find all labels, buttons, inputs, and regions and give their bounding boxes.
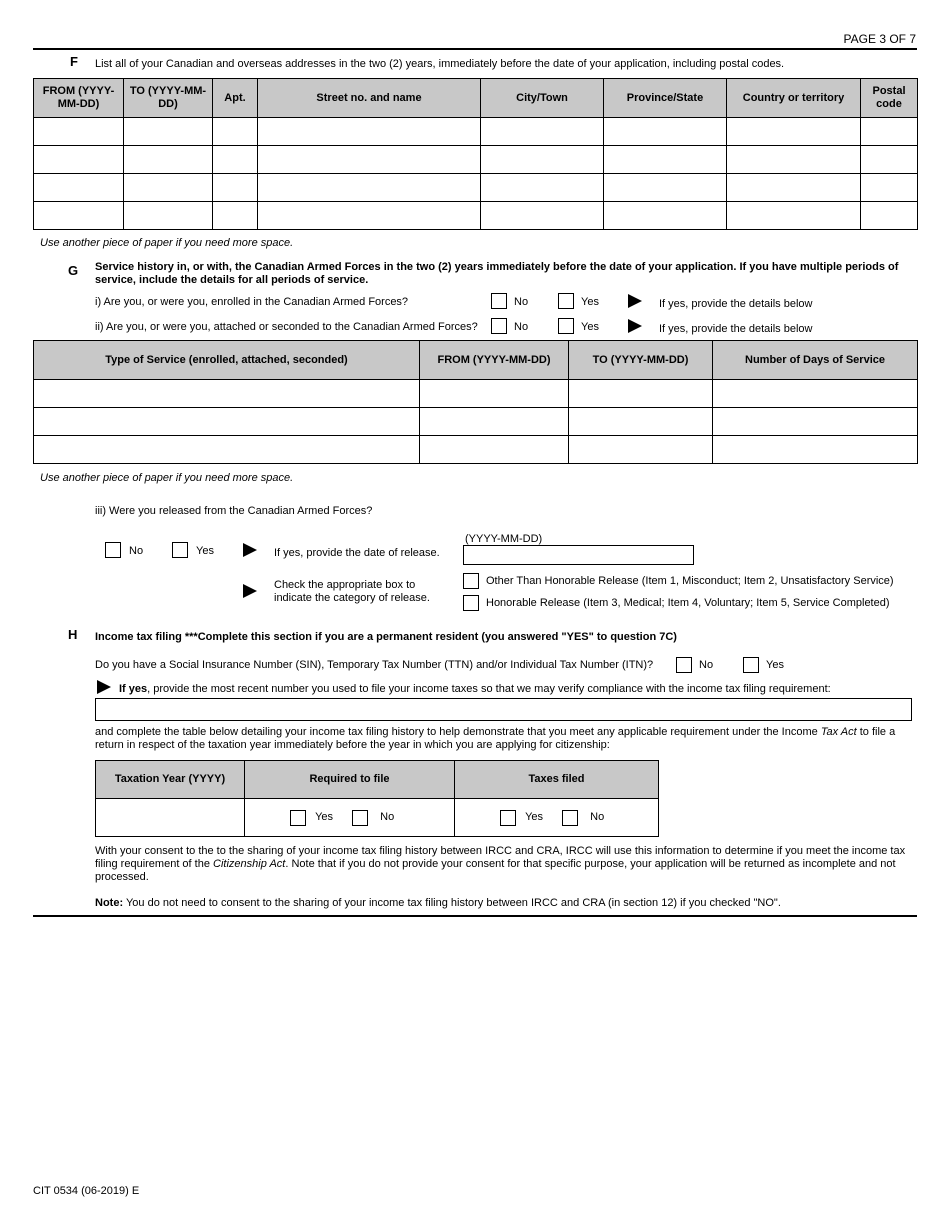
col-taxation-year: Taxation Year (YYYY) [96,761,245,799]
released-yes-label: Yes [196,545,214,557]
attached-yes-checkbox[interactable] [558,318,574,334]
section-h-title: Income tax filing ***Complete this section if you are a permanent resident (you answered "YES" to question 7C) [95,631,677,643]
col-province: Province/State [604,79,727,118]
honorable-label: Honorable Release (Item 3, Medical; Item 4, Voluntary; Item 5, Service Completed) [486,597,890,609]
table-row [34,408,918,436]
section-h-letter: H [68,627,78,642]
other-than-honorable-label: Other Than Honorable Release (Item 1, Misconduct; Item 2, Unsatisfactory Service) [486,575,894,587]
top-rule [33,48,917,50]
attached-yes-label: Yes [581,321,599,333]
enrolled-yes-label: Yes [581,296,599,308]
table-row [34,174,918,202]
page-number: PAGE 3 OF 7 [843,32,916,46]
if-yes-instruction: If yes, provide the most recent number you used to file your income taxes so that we may verify compliance with the income tax filing requirement: [119,683,831,695]
col-service-from: FROM (YYYY-MM-DD) [420,341,569,380]
filed-no-checkbox[interactable] [562,810,578,826]
col-from: FROM (YYYY-MM-DD) [34,79,124,118]
table-row [34,436,918,464]
question-enrolled: i) Are you, or were you, enrolled in the Canadian Armed Forces? [95,296,409,308]
required-yes-checkbox[interactable] [290,810,306,826]
arrow-icon [243,543,257,557]
section-g-letter: G [68,263,79,278]
col-service-to: TO (YYYY-MM-DD) [569,341,713,380]
required-no-label: No [380,811,395,824]
enrolled-no-checkbox[interactable] [491,293,507,309]
attached-details-hint: If yes, provide the details below [659,323,813,335]
arrow-icon [243,584,257,598]
table-row [34,146,918,174]
col-taxes-filed: Taxes filed [455,761,659,799]
other-than-honorable-checkbox[interactable] [463,573,479,589]
release-date-format: (YYYY-MM-DD) [465,533,543,545]
sin-no-label: No [699,659,714,671]
tax-filing-table [95,760,659,837]
honorable-checkbox[interactable] [463,595,479,611]
taxes-filed-cell [455,799,659,837]
filed-yes-checkbox[interactable] [500,810,516,826]
sin-no-checkbox[interactable] [676,657,692,673]
required-yes-label: Yes [315,811,334,824]
category-prompt-line2: indicate the category of release. [274,592,430,604]
col-to: TO (YYYY-MM-DD) [124,79,213,118]
enrolled-yes-checkbox[interactable] [558,293,574,309]
filed-no-label: No [590,811,605,824]
enrolled-no-label: No [514,296,529,308]
col-days-of-service: Number of Days of Service [713,341,918,380]
col-street: Street no. and name [258,79,481,118]
section-g-note: Use another piece of paper if you need more space. [40,472,294,484]
arrow-icon [628,294,642,308]
section-f-note: Use another piece of paper if you need more space. [40,237,294,249]
section-f-letter: F [70,54,78,69]
col-city: City/Town [481,79,604,118]
consent-paragraph: With your consent to the to the sharing of your income tax filing history between IRCC and CRA, IRCC will use this information to determine if you meet the income tax filing requirement of the Citizenship Act. Note that if you do not provide your consent for that specific purpose, your application will be returned as incomplete and not processed. [95,845,906,883]
form-id: CIT 0534 (06-2019) E [33,1185,140,1197]
arrow-icon [97,680,111,694]
attached-no-label: No [514,321,529,333]
col-apt: Apt. [213,79,258,118]
sin-yes-label: Yes [766,659,784,671]
released-yes-checkbox[interactable] [172,542,188,558]
table-row [96,799,659,837]
category-prompt-line1: Check the appropriate box to [274,579,416,591]
address-table [33,78,918,230]
release-date-input[interactable] [463,545,694,565]
bottom-rule [33,915,917,917]
col-type-of-service: Type of Service (enrolled, attached, seconded) [34,341,420,380]
col-country: Country or territory [727,79,861,118]
enrolled-details-hint: If yes, provide the details below [659,298,813,310]
section-f-instruction: List all of your Canadian and overseas addresses in the two (2) years, immediately before the date of your application, including postal codes. [95,58,785,70]
release-date-prompt: If yes, provide the date of release. [274,547,440,559]
released-no-label: No [129,545,144,557]
service-table [33,340,918,464]
sin-yes-checkbox[interactable] [743,657,759,673]
consent-note: Note: You do not need to consent to the sharing of your income tax filing history between IRCC and CRA (in section 12) if you checked "NO". [95,897,781,909]
table-row [34,380,918,408]
col-postal: Postal code [861,79,918,118]
required-no-checkbox[interactable] [352,810,368,826]
sin-question: Do you have a Social Insurance Number (SIN), Temporary Tax Number (TTN) and/or Individual Tax Number (ITN)? [95,659,654,671]
taxation-year-cell[interactable] [96,799,245,837]
tax-number-input[interactable] [95,698,912,721]
table-row [34,202,918,230]
col-required-to-file: Required to file [245,761,455,799]
table-row [34,118,918,146]
attached-no-checkbox[interactable] [491,318,507,334]
question-attached: ii) Are you, or were you, attached or seconded to the Canadian Armed Forces? [95,321,478,333]
arrow-icon [628,319,642,333]
section-g-title: Service history in, or with, the Canadian Armed Forces in the two (2) years immediately before the date of your application. If you have multiple periods of service, include the details for all periods of service. [95,261,899,286]
question-released: iii) Were you released from the Canadian Armed Forces? [95,505,373,517]
released-no-checkbox[interactable] [105,542,121,558]
filed-yes-label: Yes [525,811,544,824]
required-to-file-cell [245,799,455,837]
table-intro: and complete the table below detailing your income tax filing history to help demonstrate that you meet any applicable requirement under the Income Tax Act to file a return in respect of the taxation year immediately before the year in which you are applying for citizenship: [95,726,896,751]
